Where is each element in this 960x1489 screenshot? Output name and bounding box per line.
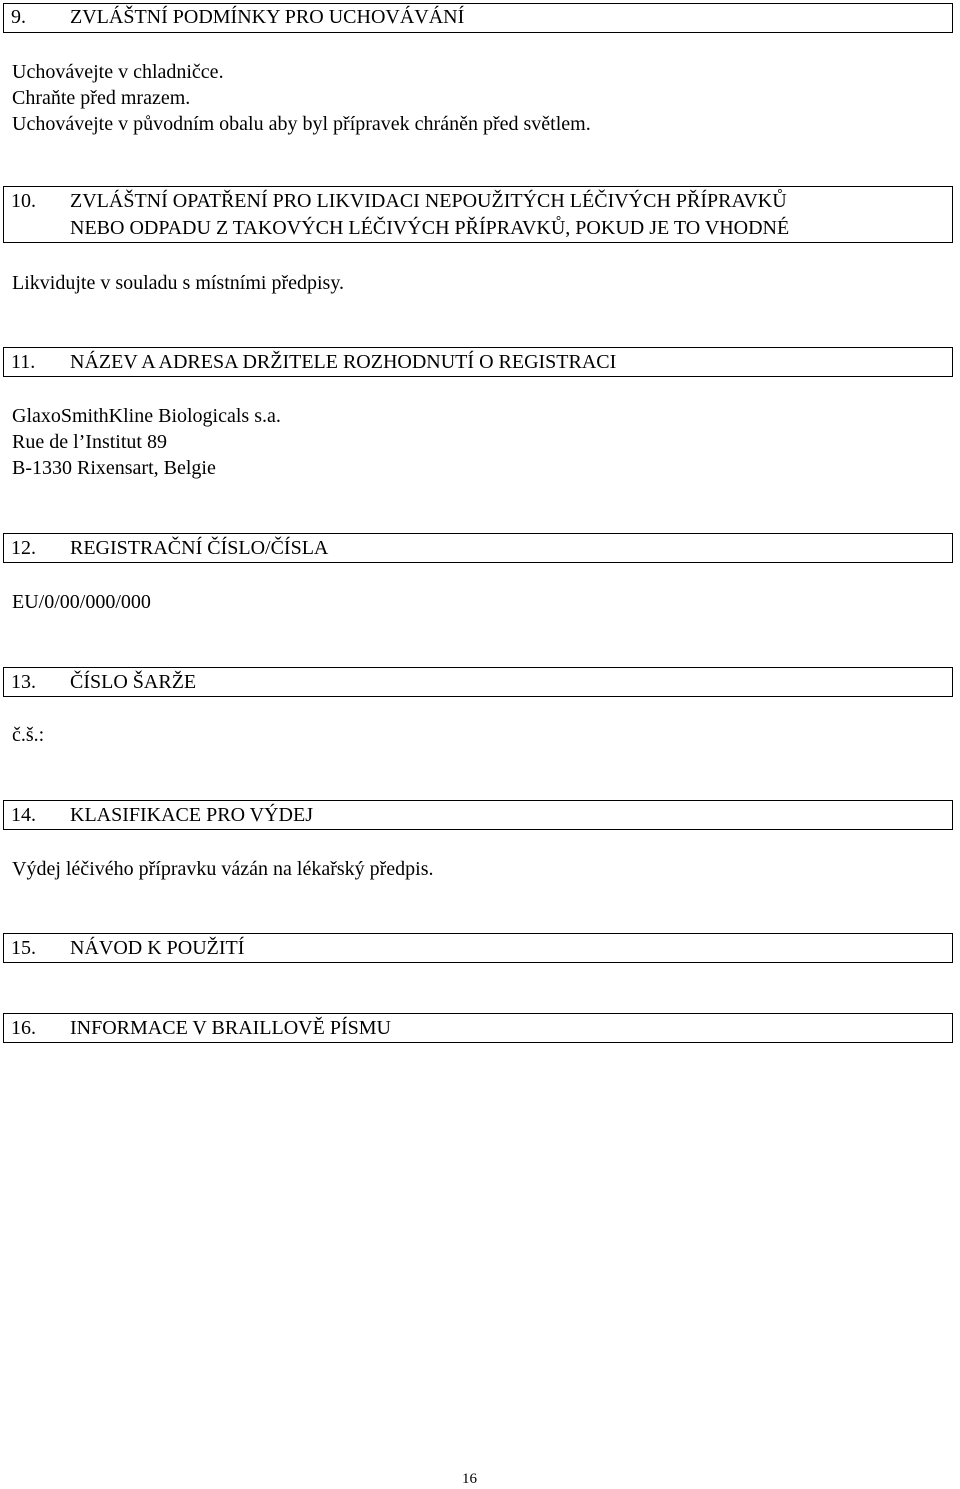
- section-13-title: ČÍSLO ŠARŽE: [70, 671, 197, 693]
- section-9-line-1: Uchovávejte v chladničce.: [12, 61, 224, 83]
- section-12-number: 12.: [11, 537, 36, 559]
- section-9-number: 9.: [11, 6, 26, 28]
- section-14-title: KLASIFIKACE PRO VÝDEJ: [70, 804, 313, 826]
- section-10-title-line-1: ZVLÁŠTNÍ OPATŘENÍ PRO LIKVIDACI NEPOUŽITÝCH LÉČIVÝCH PŘÍPRAVKŮ: [70, 190, 787, 212]
- section-14-number: 14.: [11, 804, 36, 826]
- section-13-line-1: č.š.:: [12, 724, 45, 746]
- section-12-line-1: EU/0/00/000/000: [12, 591, 151, 613]
- section-15-title: NÁVOD K POUŽITÍ: [70, 937, 245, 959]
- section-11-number: 11.: [11, 351, 36, 373]
- section-10-title-line-2: NEBO ODPADU Z TAKOVÝCH LÉČIVÝCH PŘÍPRAVKŮ, POKUD JE TO VHODNÉ: [70, 217, 790, 239]
- section-11-title: NÁZEV A ADRESA DRŽITELE ROZHODNUTÍ O REGISTRACI: [70, 351, 617, 373]
- section-12-title: REGISTRAČNÍ ČÍSLO/ČÍSLA: [70, 537, 329, 559]
- section-10-number: 10.: [11, 190, 36, 212]
- section-9-line-3: Uchovávejte v původním obalu aby byl přípravek chráněn před světlem.: [12, 113, 591, 135]
- section-10-line-1: Likvidujte v souladu s místními předpisy.: [12, 272, 345, 294]
- section-11-line-3: B-1330 Rixensart, Belgie: [12, 457, 216, 479]
- section-11-line-2: Rue de l’Institut 89: [12, 431, 167, 453]
- section-13-number: 13.: [11, 671, 36, 693]
- page-number: 16: [462, 1471, 477, 1487]
- section-11-line-1: GlaxoSmithKline Biologicals s.a.: [12, 405, 281, 427]
- section-14-line-1: Výdej léčivého přípravku vázán na lékařský předpis.: [12, 858, 434, 880]
- section-9-line-2: Chraňte před mrazem.: [12, 87, 191, 109]
- section-16-number: 16.: [11, 1017, 36, 1039]
- section-15-number: 15.: [11, 937, 36, 959]
- section-9-title: ZVLÁŠTNÍ PODMÍNKY PRO UCHOVÁVÁNÍ: [70, 6, 465, 28]
- section-16-title: INFORMACE V BRAILLOVĚ PÍSMU: [70, 1017, 391, 1039]
